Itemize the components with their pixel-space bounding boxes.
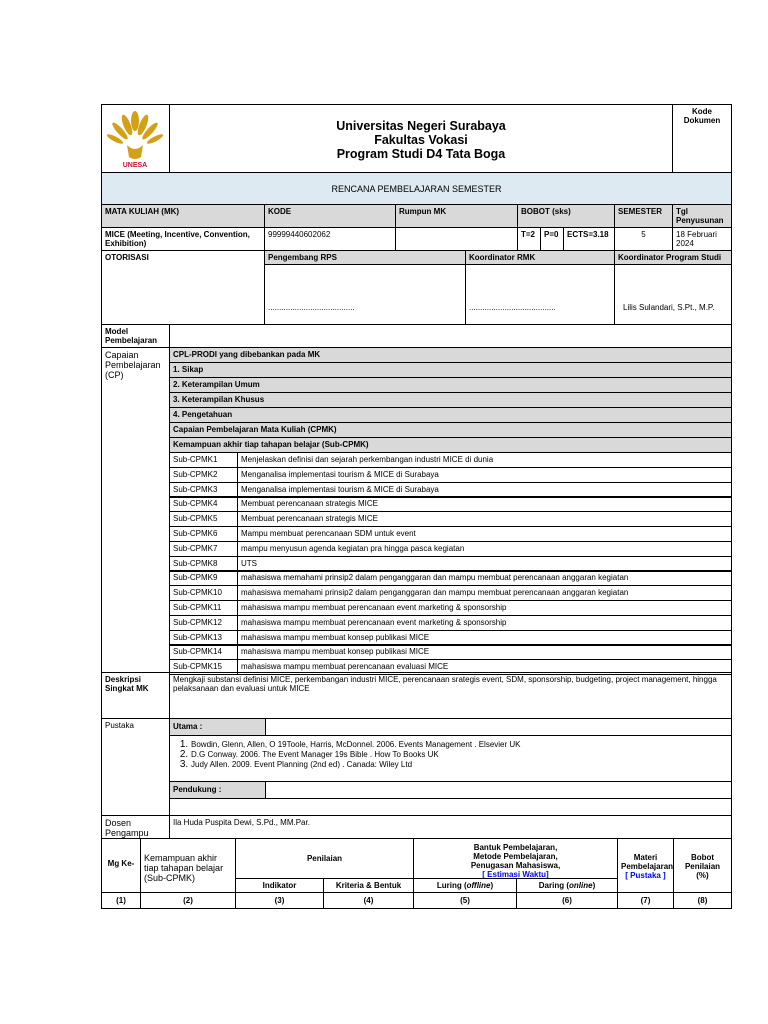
faculty-name: Fakultas Vokasi [374, 133, 468, 147]
sub-cpmk-code: Sub-CPMK5 [169, 511, 238, 527]
sub-cpmk-code: Sub-CPMK4 [169, 496, 238, 512]
materi-header: Materi Pembelajaran [ Pustaka ] [617, 838, 674, 893]
pustaka-item: 3. Judy Allen. 2009. Event Planning (2nd ed) . Canada: Wiley Ltd [191, 760, 731, 770]
column-number: (7) [617, 892, 674, 909]
model-value [169, 324, 732, 348]
model-label: Model Pembelajaran [101, 324, 170, 348]
cp-sikap: 1. Sikap [169, 362, 732, 378]
pengembang-sign: ....................................... [264, 264, 466, 325]
bobot-header: Bobot Penilaian (%) [673, 838, 732, 893]
cp-cpl-prodi: CPL-PRODI yang dibebankan pada MK [169, 347, 732, 363]
kode-value: 99999440602062 [264, 227, 396, 251]
semester-label: SEMESTER [614, 204, 673, 228]
column-number: (5) [413, 892, 517, 909]
tgl-label: Tgl Penyusunan [672, 204, 732, 228]
pustaka-item: 2. D.G Conway. 2006. The Event Manager 19s Bible . How To Books UK [191, 750, 731, 760]
header-title-cell [169, 104, 673, 173]
mg-header: Mg Ke- [101, 838, 141, 893]
cp-keterampilan-khusus: 3. Keterampilan Khusus [169, 392, 732, 408]
semester-value: 5 [614, 227, 673, 251]
pustaka-label: Pustaka [101, 718, 170, 816]
column-number: (2) [140, 892, 236, 909]
program-name: Program Studi D4 Tata Boga [336, 147, 506, 161]
estimasi-waktu-link: [ Estimasi Waktu] [482, 870, 549, 879]
bantuk-header: Bantuk Pembelajaran, Metode Pembelajaran, Penugasan Mahasiswa, [ Estimasi Waktu] [413, 838, 618, 879]
sub-cpmk-desc: Menjelaskan definisi dan sejarah perkembangan industri MICE di dunia [237, 452, 732, 468]
koordinator-rmk-sign: ....................................... [465, 264, 615, 325]
sub-cpmk-desc: mahasiswa memahami prinsip2 dalam penganggaran dan mampu membuat perencanaan anggaran kegiatan [237, 585, 732, 601]
column-number: (4) [323, 892, 414, 909]
doc-code-label: Kode Dokumen [683, 107, 721, 126]
dosen-label: Dosen Pengampu [101, 815, 170, 839]
cp-pengetahuan: 4. Pengetahuan [169, 407, 732, 423]
p-value: P=0 [540, 227, 564, 251]
rps-title: RENCANA PEMBELAJARAN SEMESTER [101, 172, 732, 205]
kode-label: KODE [264, 204, 396, 228]
mk-label: MATA KULIAH (MK) [101, 204, 265, 228]
otorisasi-label: OTORISASI [101, 250, 265, 325]
doc-code-cell [672, 104, 732, 173]
cp-keterampilan-umum: 2. Keterampilan Umum [169, 377, 732, 393]
dosen-value: Ila Huda Puspita Dewi, S.Pd., MM.Par. [169, 815, 732, 839]
daring-header: Daring (online) [516, 878, 618, 893]
kriteria-header: Kriteria & Bentuk [323, 878, 414, 893]
pengembang-label: Pengembang RPS [264, 250, 466, 265]
sub-cpmk-code: Sub-CPMK7 [169, 541, 238, 557]
sub-cpmk-desc: mahasiswa mampu membuat konsep publikasi MICE [237, 644, 732, 660]
column-number: (3) [235, 892, 324, 909]
sub-cpmk-code: Sub-CPMK15 [169, 659, 238, 675]
cp-sub-cpmk-title: Kemampuan akhir tiap tahapan belajar (Sub-CPMK) [169, 437, 732, 453]
sub-cpmk-desc: Membuat perencanaan strategis MICE [237, 496, 732, 512]
sub-cpmk-desc: mahasiswa mampu membuat konsep publikasi MICE [237, 630, 732, 646]
sub-cpmk-desc: mahasiswa mampu membuat perencanaan event marketing & sponsorship [237, 615, 732, 631]
utama-fill [265, 718, 732, 736]
sub-cpmk-code: Sub-CPMK11 [169, 600, 238, 616]
university-name: Universitas Negeri Surabaya [336, 119, 506, 133]
sub-cpmk-code: Sub-CPMK9 [169, 570, 238, 586]
sub-cpmk-code: Sub-CPMK6 [169, 526, 238, 542]
sub-cpmk-desc: mahasiswa mampu membuat perencanaan evaluasi MICE [237, 659, 732, 675]
pustaka-link: [ Pustaka ] [625, 871, 666, 880]
koordinator-rmk-label: Koordinator RMK [465, 250, 615, 265]
deskripsi-label: Deskripsi Singkat MK [101, 672, 170, 719]
logo-cell [101, 104, 169, 173]
ects-value: ECTS=3.18 [563, 227, 615, 251]
koordinator-prodi-label: Koordinator Program Studi [614, 250, 732, 265]
pustaka-list [171, 740, 731, 770]
sub-cpmk-code: Sub-CPMK10 [169, 585, 238, 601]
pendukung-fill [265, 781, 732, 799]
sub-cpmk-desc: mahasiswa mampu membuat perencanaan event marketing & sponsorship [237, 600, 732, 616]
sub-cpmk-desc: Membuat perencanaan strategis MICE [237, 511, 732, 527]
sub-cpmk-desc: Menganalisa implementasi tourism & MICE di Surabaya [237, 482, 732, 498]
koordinator-prodi-sign: Lilis Sulandari, S.Pt., M.P. [614, 264, 732, 325]
sub-cpmk-desc: Mampu membuat perencanaan SDM untuk event [237, 526, 732, 542]
indikator-header: Indikator [235, 878, 324, 893]
kemampuan-header: Kemampuan akhir tiap tahapan belajar (Sub-CPMK) [140, 838, 236, 893]
cp-cpmk: Capaian Pembelajaran Mata Kuliah (CPMK) [169, 422, 732, 438]
column-number: (8) [673, 892, 732, 909]
column-number: (1) [101, 892, 141, 909]
sub-cpmk-code: Sub-CPMK8 [169, 556, 238, 572]
bobot-label: BOBOT (sks) [517, 204, 615, 228]
luring-header: Luring (offline) [413, 878, 517, 893]
rumpun-label: Rumpun MK [395, 204, 518, 228]
mk-value: MICE (Meeting, Incentive, Convention, Exhibition) [101, 227, 265, 251]
pustaka-item: 1. Bowdin, Glenn, Allen, O 19Toole, Harris, McDonnel. 2006. Events Management . Elsevier UK [191, 740, 731, 750]
utama-label: Utama : [169, 718, 266, 736]
sub-cpmk-code: Sub-CPMK12 [169, 615, 238, 631]
sub-cpmk-code: Sub-CPMK3 [169, 482, 238, 498]
logo-text: UNESA [122, 162, 148, 169]
t-value: T=2 [517, 227, 541, 251]
tgl-value: 18 Februari 2024 [672, 227, 732, 251]
sub-cpmk-code: Sub-CPMK14 [169, 644, 238, 660]
deskripsi-text: Mengkaji substansi definisi MICE, perkembangan industri MICE, perencanaan srategis event, SDM, sponsorship, budgeting, project management, hingga pelaksanaan dan evaluasi untuk MICE [169, 672, 732, 719]
rumpun-value [395, 227, 518, 251]
sub-cpmk-code: Sub-CPMK13 [169, 630, 238, 646]
sub-cpmk-code: Sub-CPMK2 [169, 467, 238, 483]
column-number: (6) [516, 892, 618, 909]
penilaian-header: Penilaian [235, 838, 414, 879]
pendukung-label: Pendukung : [169, 781, 266, 799]
sub-cpmk-desc: Menganalisa implementasi tourism & MICE di Surabaya [237, 467, 732, 483]
cp-label: Capaian Pembelajaran (CP) [101, 347, 170, 673]
sub-cpmk-desc: UTS [237, 556, 732, 572]
sub-cpmk-desc: mahasiswa memahami prinsip2 dalam penganggaran dan mampu membuat perencanaan anggaran kegiatan [237, 570, 732, 586]
sub-cpmk-code: Sub-CPMK1 [169, 452, 238, 468]
sub-cpmk-desc: mampu menyusun agenda kegiatan pra hingga pasca kegiatan [237, 541, 732, 557]
